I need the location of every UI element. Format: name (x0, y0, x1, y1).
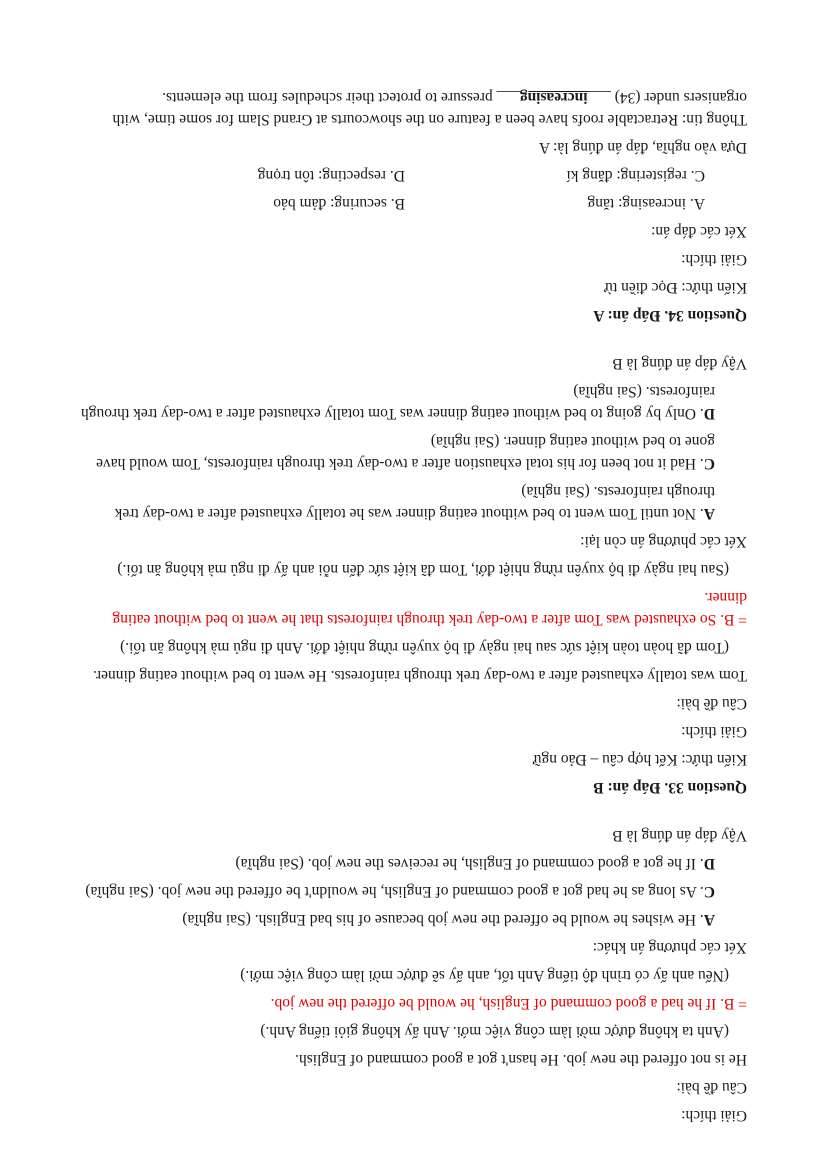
q32-option-c-letter: C (703, 883, 715, 900)
q32-xet-label: Xét các phương án khác: (592, 939, 747, 956)
q33-option-c-letter: C (703, 455, 715, 472)
q34-thong-tin-pre: Thông tin: Retractable roofs have been a feature on the showcourts at Grand Slam for some time, with organisers under (34) ___ (112, 89, 747, 128)
q32-conclusion: Vậy đáp án đúng là B (612, 827, 747, 844)
q33-conclusion: Vậy đáp án đúng là B (612, 355, 747, 372)
q34-xet-label: Xét các đáp án: (651, 223, 747, 240)
q32-option-a-text: . He wishes he would be offered the new job because of his bad English. (Sai nghĩa) (182, 911, 704, 928)
q34-options-row-2 (78, 164, 747, 186)
q32-option-d (78, 852, 747, 874)
q33-cau-de-bai: Câu đề bài: (676, 695, 747, 712)
q33-option-d-text: . Only by going to bed without eating dinner was Tom totally exhausted after a two-day trek through rainforests. (Sai nghĩa) (80, 383, 715, 422)
q33-translation: (Tom đã hoàn toàn kiệt sức sau hai ngày đi bộ xuyên rừng nhiệt đới. Anh đi ngủ mà không ăn tối.) (120, 639, 729, 656)
q32-original-sentence: He is not offered the new job. He hasn't got a good command of English. (295, 1051, 747, 1068)
q34-dua-vao: Dựa vào nghĩa, đáp án đúng là: A (538, 139, 747, 156)
q33-answer-prefix: = (734, 611, 747, 628)
q32-answer-text: B. If he had a good command of English, he would be offered the new job. (270, 995, 735, 1012)
q34-thong-tin (78, 86, 747, 130)
q32-cau-de-bai: Câu đề bài: (676, 1079, 747, 1096)
q33-option-c (78, 430, 747, 474)
q34-option-b: B. securing: đảm bảo (273, 195, 405, 212)
q34-thong-tin-word: increasing (519, 89, 588, 106)
q33-giai-thich: Giải thích: (681, 723, 747, 740)
q33-option-a (78, 480, 747, 524)
q32-option-a-letter: A (703, 911, 715, 928)
q32-answer-translation: (Nếu anh ấy có trình độ tiếng Anh tốt, anh ấy sẽ được mời làm công việc mới.) (240, 967, 729, 984)
q33-answer-text: B. So exhausted was Tom after a two-day trek through rainforests that he went to bed without eating dinner. (112, 589, 747, 628)
q34-option-a: A. increasing: tăng (587, 195, 705, 212)
q33-kien-thuc: Kiến thức: Kết hợp câu – Đảo ngữ (533, 751, 747, 768)
q34-heading: Question 34. Đáp án: A (593, 307, 747, 324)
q33-heading: Question 33. Đáp án: B (593, 779, 747, 796)
q32-translation: (Anh ta không được mời làm công việc mới. Anh ấy không giỏi tiếng Anh.) (260, 1023, 729, 1040)
q33-answer (78, 586, 747, 630)
q34-options-row-1 (78, 192, 747, 214)
q32-answer (78, 992, 747, 1014)
q34-thong-tin-post: ___ pressure to protect their schedules from the elements. (162, 89, 520, 106)
q33-option-a-letter: A (703, 505, 715, 522)
q33-option-a-text: . Not until Tom went to bed without eating dinner was he totally exhausted after a two-day trek through rainforests. (Sai nghĩa) (114, 483, 715, 522)
q34-option-d: D. respecting: tôn trọng (257, 167, 405, 184)
q33-option-d (78, 380, 747, 424)
q32-answer-prefix: = (734, 995, 747, 1012)
q33-xet-label: Xét các phương án còn lại: (580, 533, 747, 550)
q33-original-sentence: Tom was totally exhausted after a two-day trek through rainforests. He went to bed without eating dinner. (92, 667, 747, 684)
q32-option-c (78, 880, 747, 902)
q34-kien-thuc: Kiến thức: Đọc điền từ (604, 279, 747, 296)
q33-answer-translation: (Sau hai ngày đi bộ xuyên rừng nhiệt đới, Tom đã kiệt sức đến nỗi anh ấy đi ngủ mà không ăn tối.) (117, 561, 729, 578)
q33-option-d-letter: D (703, 405, 715, 422)
q34-option-c: C. registering: đăng kí (566, 167, 705, 184)
q32-option-a (78, 908, 747, 930)
q32-option-d-text: . If he got a good command of English, he receives the new job. (Sai nghĩa) (235, 855, 704, 872)
q34-giai-thich: Giải thích: (681, 251, 747, 268)
q32-option-d-letter: D (703, 855, 715, 872)
q32-giai-thich: Giải thích: (681, 1107, 747, 1124)
q32-option-c-text: . As long as he had got a good command of English, he wouldn't be offered the new job. (Sai nghĩa) (85, 883, 704, 900)
q33-option-c-text: . Had it not been for his total exhaustion after a two-day trek through rainforests, Tom would have gone to bed without eating dinner. (Sai nghĩa) (96, 433, 715, 472)
